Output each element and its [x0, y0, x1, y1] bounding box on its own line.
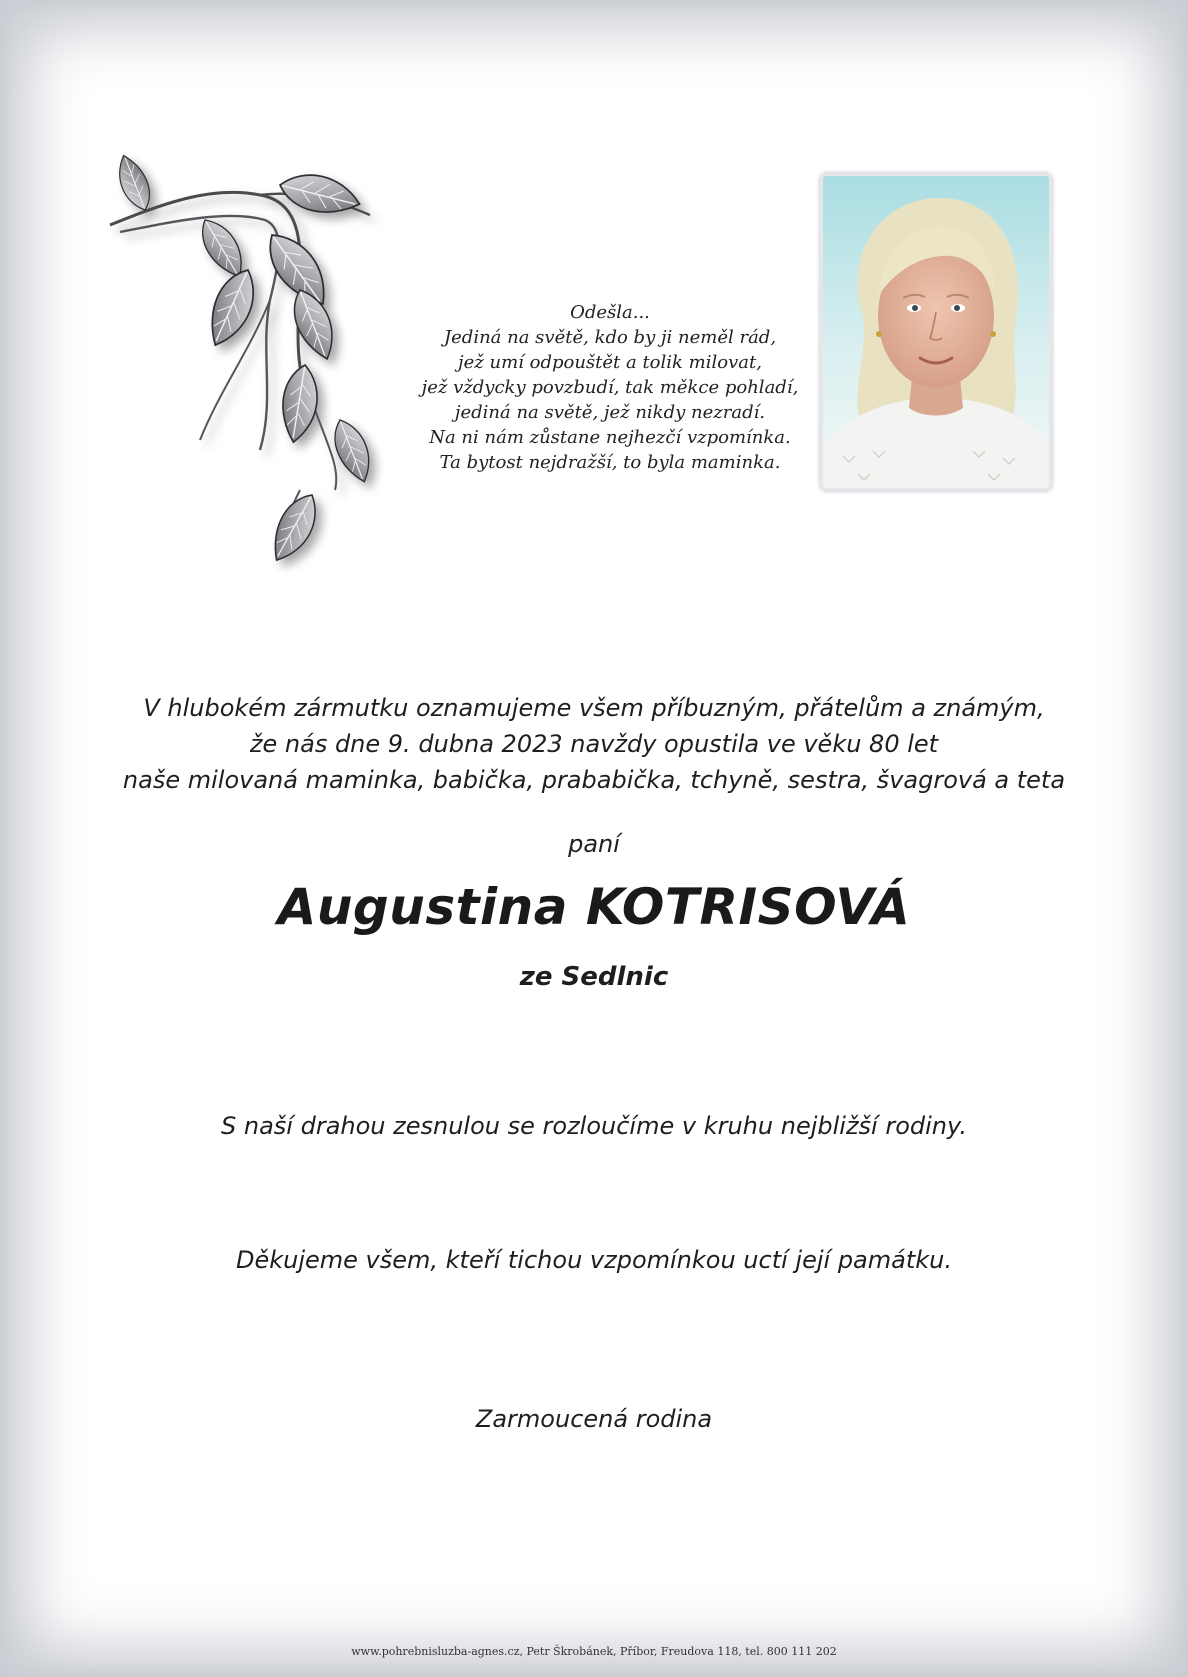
honorific: paní: [568, 830, 620, 858]
poem-line: Odešla...: [570, 302, 650, 323]
announcement-line: že nás dne 9. dubna 2023 navždy opustila ve věku 80 let: [249, 730, 939, 758]
poem-line: Na ni nám zůstane nejhezčí vzpomínka.: [429, 427, 791, 448]
thanks-note: Děkujeme všem, kteří tichou vzpomínkou uctí její památku.: [235, 1246, 952, 1274]
deceased-origin: ze Sedlnic: [519, 962, 669, 992]
memorial-poem: [405, 300, 815, 475]
poem-line: jež umí odpouštět a tolik milovat,: [458, 352, 762, 373]
deceased-name: Augustina KOTRISOVÁ: [277, 878, 911, 936]
leaf-branch-ornament: [100, 150, 430, 610]
portrait-image: [823, 176, 1049, 488]
poem-line: Ta bytost nejdražší, to byla maminka.: [439, 452, 781, 473]
poem-line: Jediná na světě, kdo by ji neměl rád,: [443, 327, 777, 348]
farewell-note: S naší drahou zesnulou se rozloučíme v kruhu nejbližší rodiny.: [221, 1112, 967, 1140]
funeral-service-footer: www.pohrebnisluzba-agnes.cz, Petr Škrobánek, Příbor, Freudova 118, tel. 800 111 202: [351, 1645, 837, 1658]
family-signature: Zarmoucená rodina: [475, 1405, 713, 1433]
announcement-line: V hlubokém zármutku oznamujeme všem příbuzným, přátelům a známým,: [143, 694, 1045, 722]
poem-line: jediná na světě, jež nikdy nezradí.: [454, 402, 766, 423]
poem-line: jež vždycky povzbudí, tak měkce pohladí,: [421, 377, 799, 398]
leaf-branch-group: [110, 151, 377, 568]
announcement-line: naše milovaná maminka, babička, prababička, tchyně, sestra, švagrová a teta: [122, 766, 1066, 794]
portrait-photo: [820, 173, 1052, 491]
announcement-text: [80, 690, 1108, 798]
